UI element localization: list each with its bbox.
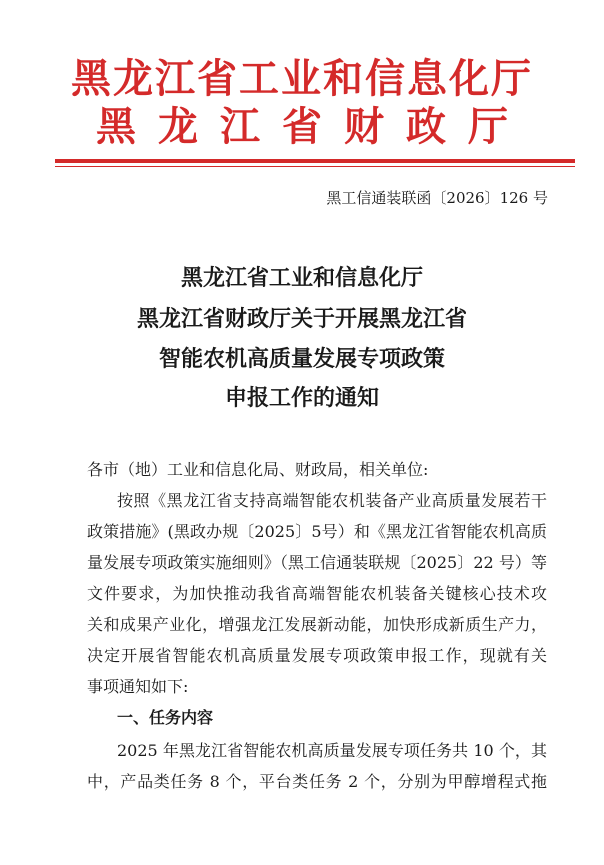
- title-line-1: 黑龙江省工业和信息化厅: [180, 265, 423, 291]
- paragraph-1-line-5: 关和成果产业化，增强龙江发展新动能，加快形成新质生产力，: [87, 615, 547, 634]
- document-number: 黑工信通装联函〔2026〕126 号: [326, 189, 548, 207]
- paragraph-2-line-1: 2025 年黑龙江省智能农机高质量发展专项任务共 10 个，其: [117, 741, 547, 760]
- paragraph-1-line-3: 量发展专项政策实施细则》（黑工信通装联规〔2025〕22 号）等: [87, 553, 547, 572]
- section-1-heading: 一、任务内容: [117, 708, 214, 727]
- agency-name-finance: 黑龙江省财政厅: [96, 104, 530, 150]
- red-separator-thin: [55, 166, 575, 167]
- paragraph-1-line-7: 事项通知如下:: [87, 677, 189, 696]
- paragraph-1-line-6: 决定开展省智能农机高质量发展专项政策申报工作，现就有关: [87, 646, 547, 665]
- title-line-2: 黑龙江省财政厅关于开展黑龙江省: [136, 306, 467, 332]
- salutation: 各市（地）工业和信息化局、财政局，相关单位:: [87, 460, 429, 479]
- title-line-4: 申报工作的通知: [224, 385, 379, 411]
- paragraph-1-line-4: 文件要求，为加快推动我省高端智能农机装备关键核心技术攻: [87, 584, 547, 603]
- agency-name-industry: 黑龙江省工业和信息化厅: [71, 56, 533, 102]
- paragraph-1-line-2: 政策措施》(黑政办规〔2025〕5号）和《黑龙江省智能农机高质: [87, 522, 547, 541]
- paragraph-2-line-2: 中，产品类任务 8 个，平台类任务 2 个，分别为甲醇增程式拖: [87, 772, 547, 791]
- paragraph-1-line-1: 按照《黑龙江省支持高端智能农机装备产业高质量发展若干: [117, 491, 547, 510]
- title-line-3: 智能农机高质量发展专项政策: [158, 346, 445, 372]
- red-separator-thick: [55, 159, 575, 163]
